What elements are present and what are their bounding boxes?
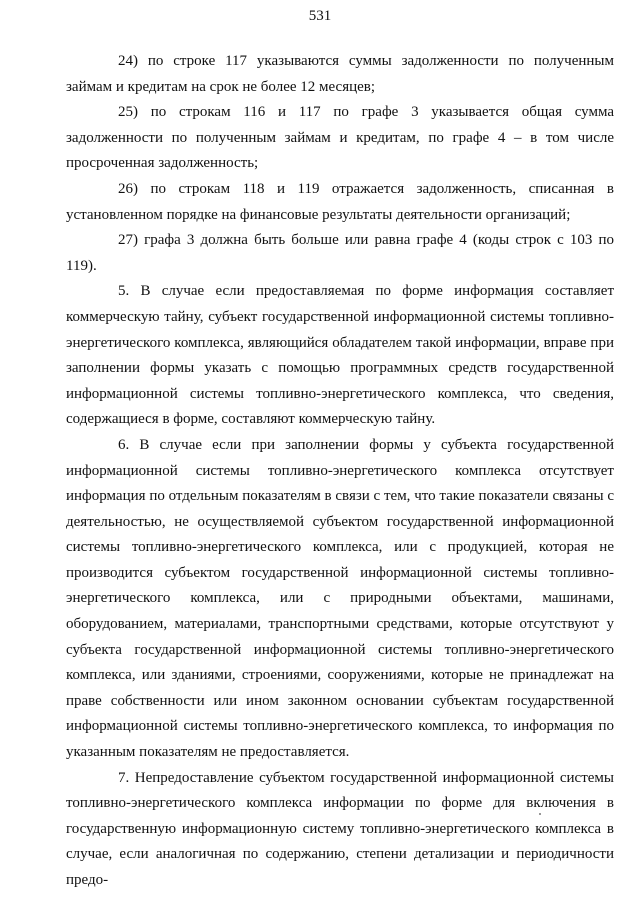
paragraph-section-6: 6. В случае если при заполнении формы у субъекта государственной информационной системы топливно-энергетического комплекса отсутствует информация по отдельным показателям в связи с тем, что такие показатели связаны с деятельностью, не осуществляемой субъектом государственной информационной системы топливно-энергетического комплекса, или с продукцией, которая не производится субъектом государственной информационной системы топливно-энергетического комплекса, или с природными объектами, машинами, оборудованием, материалами, транспортными средствами, которые отсутствуют у субъекта государственной информационной системы топливно-энергетического комплекса, или зданиями, строениями, сооружениями, которые не принадлежат на праве собственности или ином законном основании субъектам государственной информационной системы топливно-энергетического комплекса, то информация по указанным показателям не предоставляется. [66, 436, 614, 761]
paragraph-item-25: 25) по строкам 116 и 117 по графе 3 указывается общая сумма задолженности по полученным займам и кредитам, по графе 4 – в том числе просроченная задолженность; [66, 104, 614, 172]
document-body [66, 49, 614, 894]
page-number: 531 [308, 8, 332, 24]
paragraph-section-7: 7. Непредоставление субъектом государственной информационной системы топливно-энергетического комплекса информации по форме для включения в государственную информационную систему топливно-энергетического комплекса в случае, если аналогичная по содержанию, степени детализации и периодичности предо- [66, 769, 614, 888]
paragraph-item-26: 26) по строкам 118 и 119 отражается задолженность, списанная в установленном порядке на финансовые результаты деятельности организаций; [66, 180, 614, 223]
scan-speck [539, 813, 541, 815]
paragraph-section-5: 5. В случае если предоставляемая по форме информация составляет коммерческую тайну, субъект государственной информационной системы топливно-энергетического комплекса, являющийся обладателем такой информации, вправе при заполнении формы указать с помощью программных средств государственной информационной системы топливно-энергетического комплекса, что сведения, содержащиеся в форме, составляют коммерческую тайну. [66, 283, 614, 428]
paragraph-item-24: 24) по строке 117 указываются суммы задолженности по полученным займам и кредитам на срок не более 12 месяцев; [66, 53, 614, 95]
paragraph-item-27: 27) графа 3 должна быть больше или равна графе 4 (коды строк с 103 по 119). [66, 232, 614, 274]
